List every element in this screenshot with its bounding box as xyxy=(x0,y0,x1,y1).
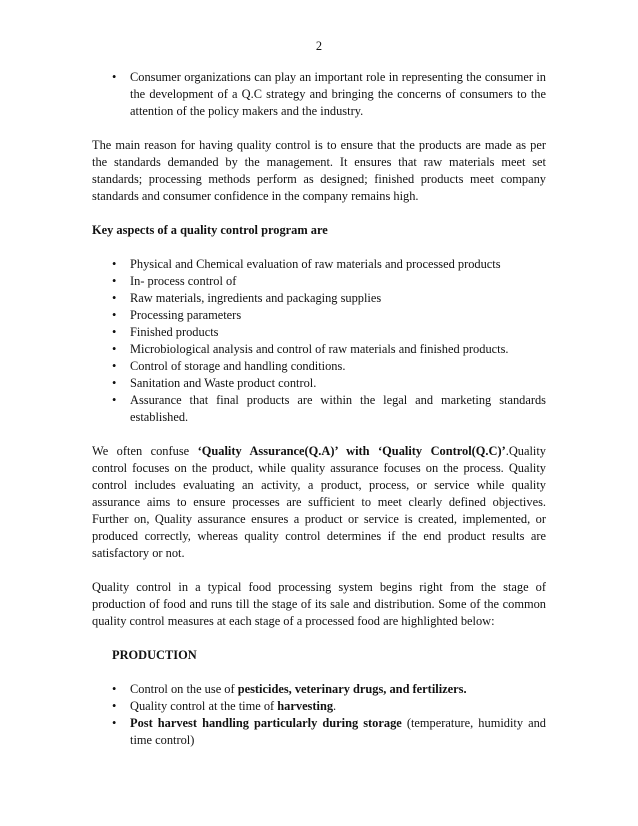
qa-rest-text: .Quality control focuses on the product, while quality assurance focuses on the process. Quality control includes evaluating an activity, a product, process, or service while quality assurance aims to ensure processes are sufficient to meet clearly defined objectives. Further on, Quality assurance ensures a product or service is created, implemented, or produced correctly, whereas quality control determines if the end product results are satisfactory or not. xyxy=(92,444,546,560)
list-item: • Processing parameters xyxy=(92,307,546,324)
list-item xyxy=(92,681,546,698)
paragraph-qa-vs-qc xyxy=(92,443,546,562)
item-after-text: . xyxy=(333,699,337,713)
item-text: Quality control at the time of xyxy=(130,699,278,713)
list-item: • Sanitation and Waste product control. xyxy=(92,375,546,392)
item-bold-text: pesticides, veterinary drugs, and fertilizers. xyxy=(237,682,467,696)
qc-term: ‘Quality Control(Q.C)’ xyxy=(378,444,506,458)
item-text: Control on the use of xyxy=(130,682,238,696)
item-bold-text: Post harvest handling particularly during storage xyxy=(130,716,402,730)
list-item: • Finished products xyxy=(92,324,546,341)
list-item: • Control of storage and handling conditions. xyxy=(92,358,546,375)
consumer-bullet-list xyxy=(92,69,546,120)
key-aspects-list xyxy=(92,256,546,426)
list-item: • Assurance that final products are within the legal and marketing standards established. xyxy=(92,392,546,426)
list-item: • Microbiological analysis and control of raw materials and finished products. xyxy=(92,341,546,358)
list-item: • In- process control of xyxy=(92,273,546,290)
list-item: • Physical and Chemical evaluation of raw materials and processed products xyxy=(92,256,546,273)
qa-lead-text: We often confuse xyxy=(92,444,198,458)
list-item: • Raw materials, ingredients and packaging supplies xyxy=(92,290,546,307)
paragraph-food-system: Quality control in a typical food processing system begins right from the stage of production of food and runs till the stage of its sale and distribution. Some of the common quality control measures at each stage of a processed food are highlighted below: xyxy=(92,580,546,628)
page-number: 2 xyxy=(315,39,323,53)
production-list xyxy=(92,681,546,749)
paragraph-main-reason: The main reason for having quality control is to ensure that the products are made as per the standards demanded by the management. It ensures that raw materials meet set standards; processing methods perform as designed; finished products meet company standards and consumer confidence in the company remains high. xyxy=(92,138,546,203)
item-after-text: (temperature, humidity and time control) xyxy=(130,716,546,747)
item-bold-text: harvesting xyxy=(277,699,334,713)
qa-mid-text: with xyxy=(337,444,379,458)
list-item: • Consumer organizations can play an important role in representing the consumer in the development of a Q.C strategy and bringing the concerns of consumers to the attention of the policy makers and the industry. xyxy=(92,69,546,120)
list-item xyxy=(92,715,546,749)
qa-term: ‘Quality Assurance(Q.A)’ xyxy=(197,444,338,458)
production-heading: PRODUCTION xyxy=(112,648,197,662)
document-body xyxy=(92,69,546,749)
list-item xyxy=(92,698,546,715)
key-aspects-heading: Key aspects of a quality control program are xyxy=(92,223,328,237)
